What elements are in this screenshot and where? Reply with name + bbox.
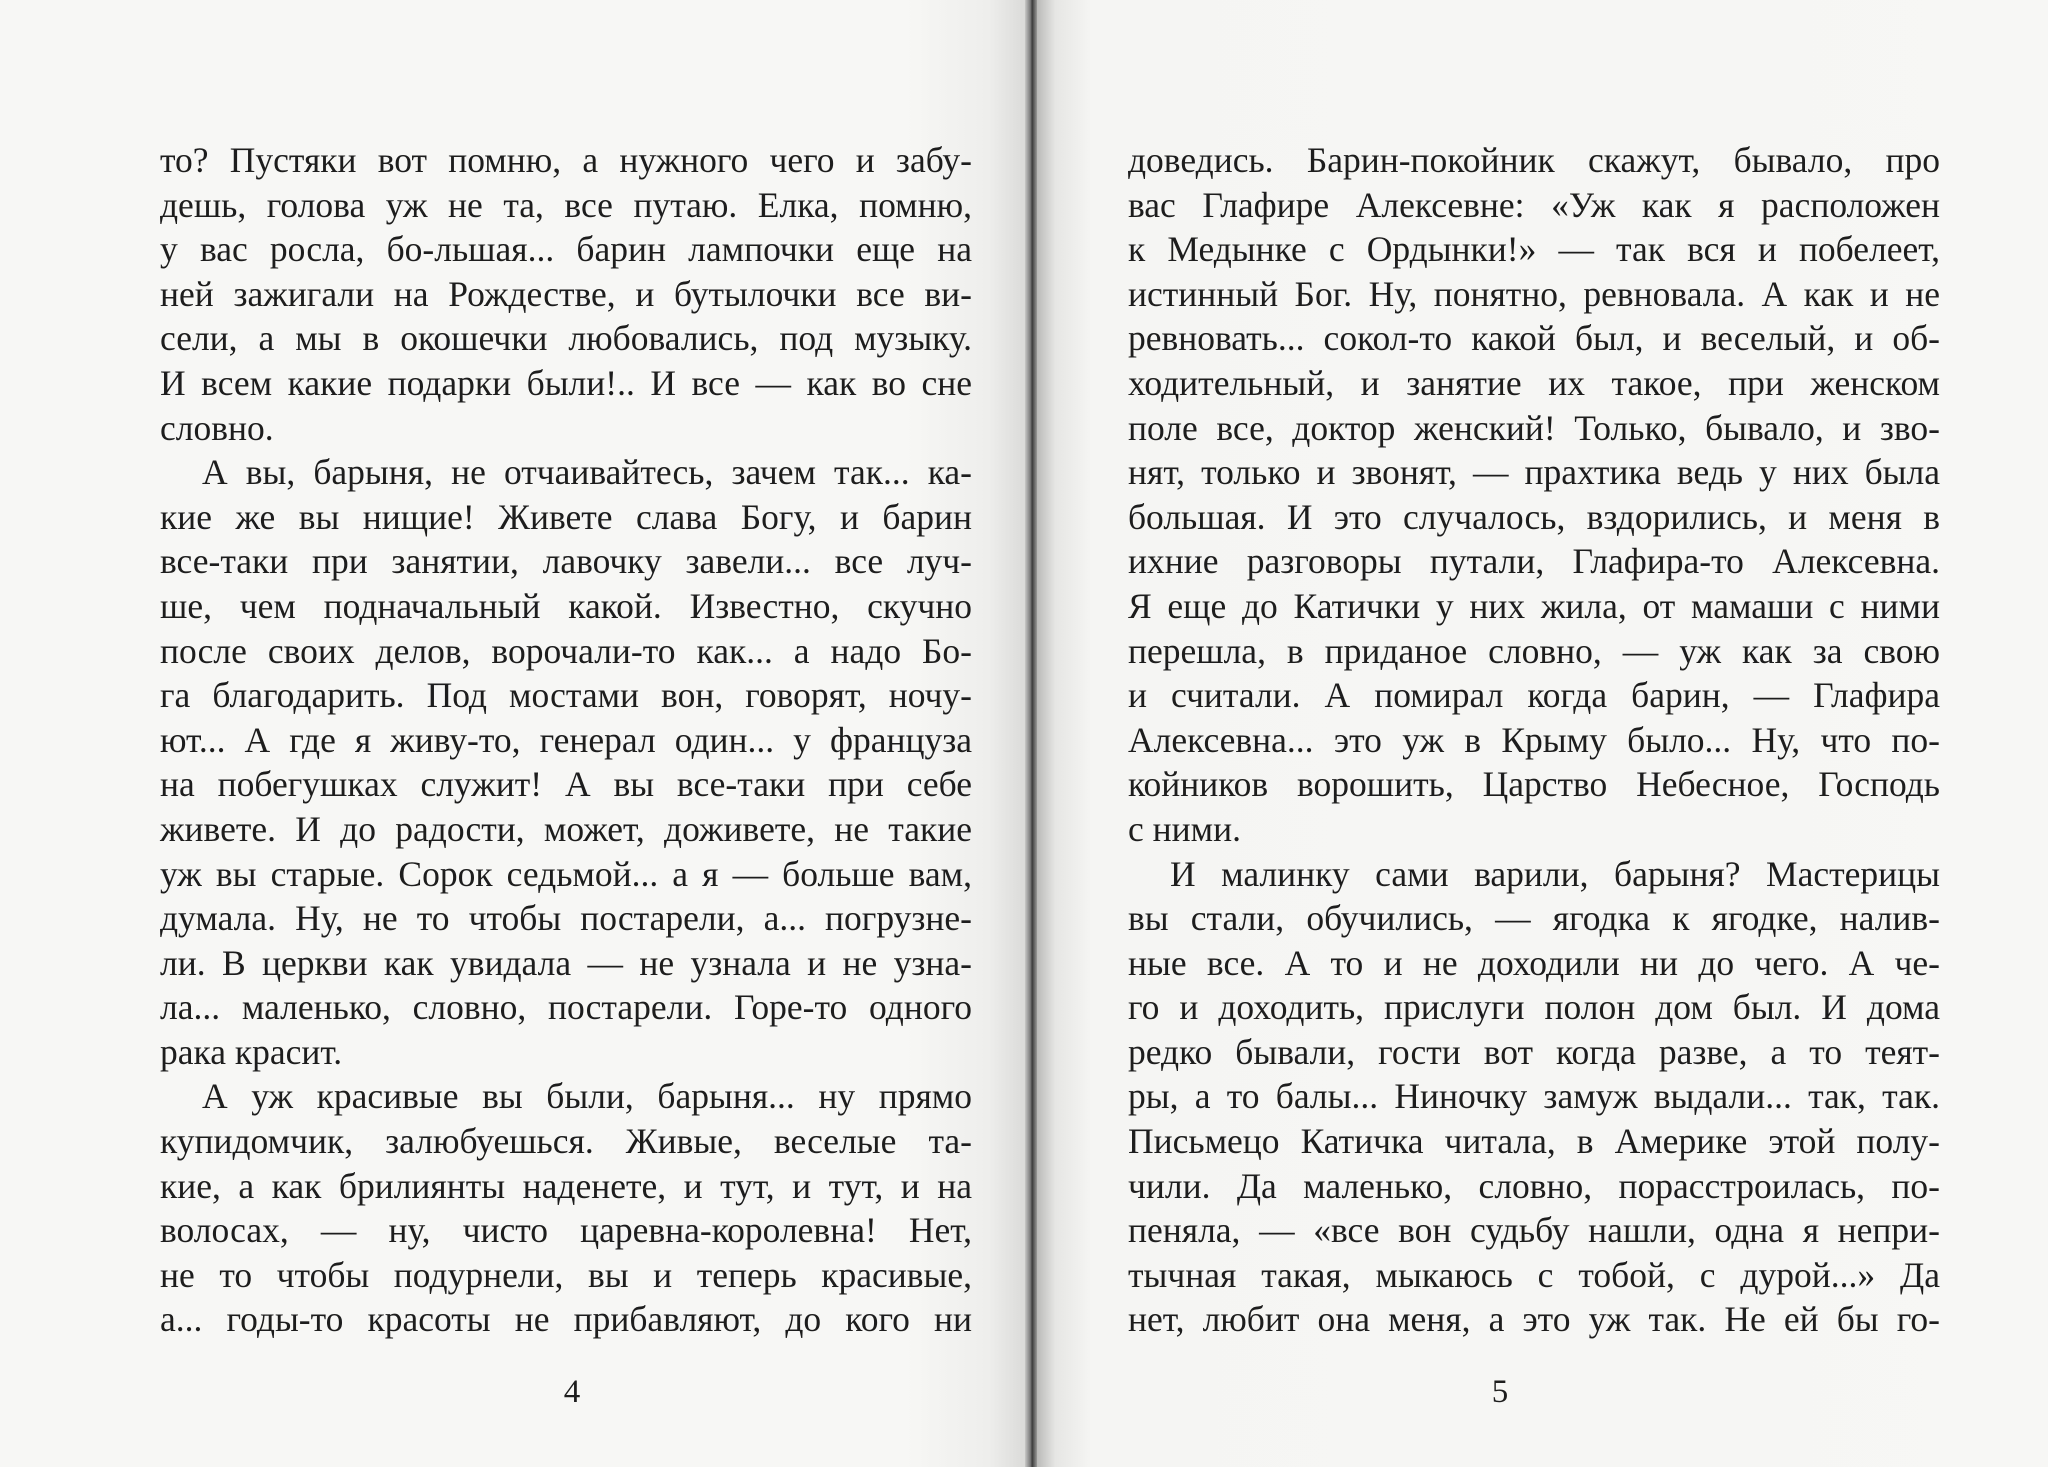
text-line: и считали. А помирал когда барин, — Глафира (1128, 675, 1940, 716)
text-line: А вы, барыня, не отчаивайтесь, зачем так... ка- (202, 452, 972, 493)
text-line: купидомчик, залюбуешься. Живые, веселые та- (160, 1121, 972, 1162)
text-line: ревновать... сокол-то какой был, и веселый, и об- (1128, 318, 1940, 359)
text-line: после своих делов, ворочали-то как... а надо Бо- (160, 630, 972, 671)
text-line: нет, любит она меня, а это уж так. Не ей бы го- (1128, 1299, 1940, 1340)
text-line: с ними. (1128, 808, 1241, 849)
text-line: Я еще до Катички у них жила, от мамаши с ними (1128, 585, 1940, 626)
left-page-number: 4 (563, 1374, 581, 1410)
text-line: перешла, в приданое словно, — уж как за свою (1128, 630, 1940, 671)
text-line: чили. Да маленько, словно, порасстроилась, по- (1128, 1165, 1940, 1206)
book-gutter (1025, 0, 1037, 1467)
text-line: Алексевна... это уж в Крыму было... Ну, что по- (1128, 719, 1940, 760)
text-line: все-таки при занятии, лавочку завели... все луч- (160, 541, 972, 582)
text-line: кие же вы нищие! Живете слава Богу, и барин (160, 496, 972, 537)
text-line: ры, а то балы... Ниночку замуж выдали... так, так. (1128, 1076, 1940, 1117)
text-line: го и доходить, прислуги полон дом был. И дома (1128, 987, 1940, 1028)
text-line: словно. (160, 407, 274, 448)
right-page-text (1128, 138, 1940, 1342)
text-line: А уж красивые вы были, барыня... ну прямо (202, 1076, 972, 1117)
text-line: И малинку сами варили, барыня? Мастерицы (1170, 853, 1940, 894)
text-line: редко бывали, гости вот когда разве, а то теят- (1128, 1031, 1940, 1072)
text-line: на побегушках служит! А вы все-таки при себе (160, 764, 972, 805)
text-line: ли. В церкви как увидала — не узнала и не узна- (160, 942, 972, 983)
text-line: то? Пустяки вот помню, а нужного чего и забу- (160, 140, 972, 180)
text-line: ше, чем подначальный какой. Известно, скучно (160, 585, 972, 626)
text-line: пеняла, — «все вон судьбу нашли, одна я непри- (1128, 1210, 1940, 1251)
text-line: койников ворошить, Царство Небесное, Господь (1128, 764, 1940, 805)
text-line: а... годы-то красоты не прибавляют, до кого ни (160, 1299, 972, 1340)
text-line: вас Глафире Алексевне: «Уж как я расположен (1128, 184, 1940, 225)
right-page (1030, 0, 2048, 1467)
text-line: не то чтобы подурнели, вы и теперь красивые, (160, 1254, 972, 1295)
text-line: Письмецо Катичка читала, в Америке этой полу- (1128, 1121, 1940, 1162)
text-line: ют... А где я живу-то, генерал один... у француза (160, 719, 972, 760)
text-line: сели, а мы в окошечки любовались, под музыку. (160, 318, 972, 359)
text-line: га благодарить. Под мостами вон, говорят, ночу- (160, 675, 972, 716)
text-line: большая. И это случалось, вздорились, и меня в (1128, 496, 1940, 537)
text-line: живете. И до радости, может, доживете, не такие (160, 808, 972, 849)
right-page-number: 5 (1491, 1374, 1509, 1410)
text-line: тычная такая, мыкаюсь с тобой, с дурой...» Да (1128, 1254, 1940, 1295)
text-line: волосах, — ну, чисто царевна-королевна! Нет, (160, 1210, 972, 1251)
text-line: истинный Бог. Ну, понятно, ревновала. А как и не (1128, 273, 1940, 314)
text-line: дешь, голова уж не та, все путаю. Елка, помню, (160, 184, 972, 225)
text-line: уж вы старые. Сорок седьмой... а я — больше вам, (160, 853, 972, 894)
left-page-text (160, 138, 972, 1342)
text-line: поле все, доктор женский! Только, бывало, и зво- (1128, 407, 1940, 448)
text-line: ихние разговоры путали, Глафира-то Алексевна. (1128, 541, 1940, 582)
text-line: ла... маленько, словно, постарели. Горе-то одного (160, 987, 972, 1028)
text-line: ные все. А то и не доходили ни до чего. А че- (1128, 942, 1940, 983)
text-line: рака красит. (160, 1031, 343, 1072)
text-line: И всем какие подарки были!.. И все — как во сне (160, 362, 972, 403)
text-line: у вас росла, бо-льшая... барин лампочки еще на (160, 229, 972, 270)
text-line: ходительный, и занятие их такое, при женском (1128, 362, 1940, 403)
text-line: ней зажигали на Рождестве, и бутылочки все ви- (160, 273, 972, 314)
text-line: нят, только и звонят, — прахтика ведь у них была (1128, 452, 1940, 493)
text-line: доведись. Барин-покойник скажут, бывало, про (1128, 140, 1940, 180)
text-line: вы стали, обучились, — ягодка к ягодке, налив- (1128, 898, 1940, 939)
text-line: к Медынке с Ордынки!» — так вся и побелеет, (1128, 229, 1940, 270)
text-line: думала. Ну, не то чтобы постарели, а... погрузне- (160, 898, 972, 939)
text-line: кие, а как брилиянты наденете, и тут, и тут, и на (160, 1165, 972, 1206)
